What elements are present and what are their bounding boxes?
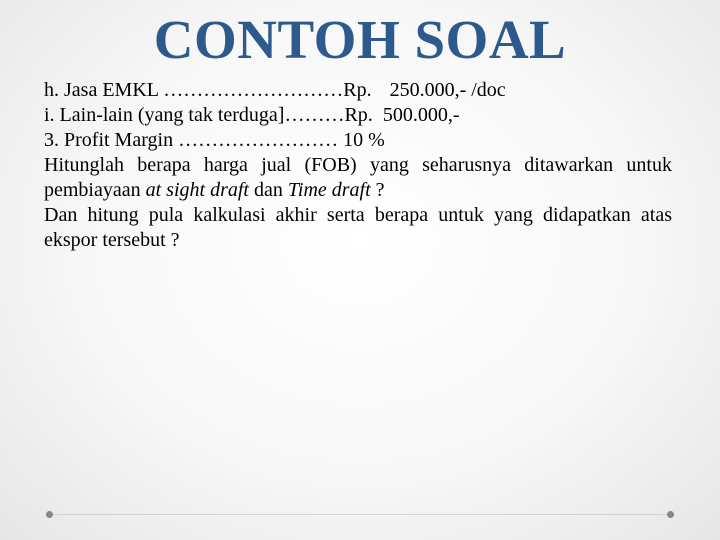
slide-title: CONTOH SOAL [153,9,567,70]
item-amount: 250.000,- /doc [389,79,506,101]
item-label: h. Jasa EMKL ………………………Rp. [44,79,372,101]
item-amount: 10 % [343,129,385,151]
question-connector: dan [248,179,288,201]
list-item-lain-lain [44,103,672,128]
item-label: 3. Profit Margin …………………… [44,129,339,151]
footer-divider [49,514,671,515]
question-end: ? [370,179,385,201]
question-text: Hitunglah berapa harga jual (FOB) yang seharusnya ditawarkan untuk pembiayaan [44,154,672,201]
list-item-profit-margin [44,128,672,153]
question-fob-price [44,153,672,203]
item-amount: 500.000,- [382,104,460,126]
term-time-draft: Time draft [287,179,371,201]
list-item-emkl [44,78,672,103]
slide-content [44,78,672,253]
item-label: i. Lain-lain (yang tak terduga]………Rp. [44,104,373,126]
question-final-calculation: Dan hitung pula kalkulasi akhir serta berapa untuk yang didapatkan atas ekspor tersebut ? [44,204,672,251]
term-at-sight-draft: at sight draft [145,179,249,201]
footer-dot-right [667,511,674,518]
footer-dot-left [46,511,53,518]
